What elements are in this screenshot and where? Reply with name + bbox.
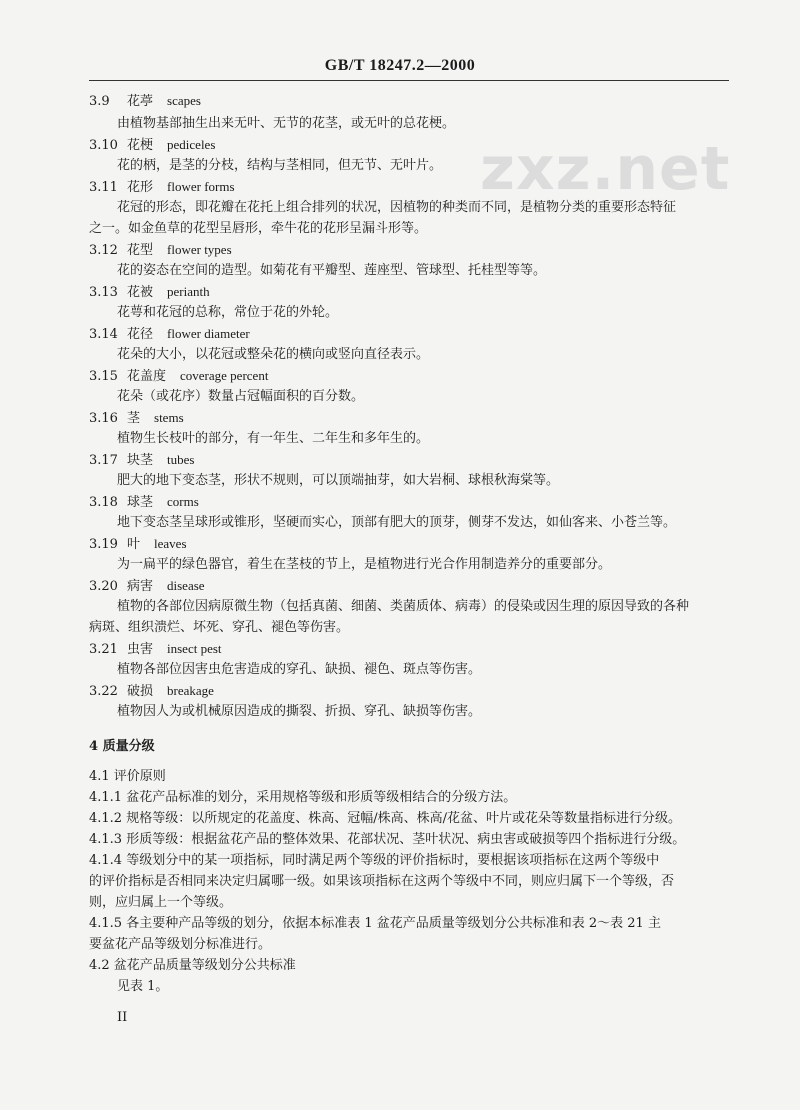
term-definition: 肥大的地下变态茎，形状不规则，可以顶端抽芽，如大岩桐、球根秋海棠等。	[117, 473, 560, 488]
term-definition: 花的柄，是茎的分枝，结构与茎相同，但无节、无叶片。	[117, 158, 443, 173]
clause-cont: 见表 1。	[117, 979, 169, 994]
term-heading: 3.18 球茎 corms	[89, 494, 199, 510]
clause-cont: 则，应归属上一个等级。	[89, 895, 233, 910]
term-heading: 3.19 叶 leaves	[89, 536, 187, 552]
term-heading: 3.13 花被 perianth	[89, 284, 210, 300]
term-definition: 植物生长枝叶的部分，有一年生、二年生和多年生的。	[117, 431, 430, 446]
term-definition: 植物的各部位因病原微生物（包括真菌、细菌、类菌质体、病毒）的侵染或因生理的原因导致的各种	[117, 599, 690, 614]
term-definition: 为一扁平的绿色器官，着生在茎枝的节上，是植物进行光合作用制造养分的重要部分。	[117, 557, 612, 572]
term-definition: 花朵的大小，以花冠或整朵花的横向或竖向直径表示。	[117, 347, 430, 362]
clause: 4.1.5 各主要种产品等级的划分，依据本标准表 1 盆花产品质量等级划分公共标准和表 2～表 21 主	[89, 916, 661, 931]
clause: 4.1.4 等级划分中的某一项指标，同时满足两个等级的评价指标时，要根据该项指标在这两个等级中	[89, 853, 660, 868]
term-definition: 花冠的形态，即花瓣在花托上组合排列的状况，因植物的种类而不同，是植物分类的重要形态特征	[117, 200, 677, 215]
term-heading: 3.22 破损 breakage	[89, 683, 214, 699]
clause-heading: 4.2 盆花产品质量等级划分公共标准	[89, 958, 296, 973]
clause-cont: 的评价指标是否相同来决定归属哪一级。如果该项指标在这两个等级中不同，则应归属下一个等级，否	[89, 874, 675, 889]
watermark: zxz.net	[480, 134, 731, 204]
clause: 4.1.1 盆花产品标准的划分，采用规格等级和形质等级相结合的分级方法。	[89, 790, 517, 805]
term-heading: 3.9 花葶 scapes	[89, 93, 201, 109]
term-definition: 地下变态茎呈球形或锥形，坚硬而实心，顶部有肥大的顶芽，侧芽不发达，如仙客来、小苍兰等。	[117, 515, 677, 530]
term-heading: 3.21 虫害 insect pest	[89, 641, 222, 657]
header-rule	[89, 80, 729, 81]
clause: 4.1.2 规格等级：以所规定的花盖度、株高、冠幅/株高、株高/花盆、叶片或花朵等数量指标进行分级。	[89, 811, 681, 826]
clause-heading: 4.1 评价原则	[89, 769, 166, 784]
term-heading: 3.11 花形 flower forms	[89, 179, 235, 195]
clause: 4.1.3 形质等级：根据盆花产品的整体效果、花部状况、茎叶状况、病虫害或破损等四个指标进行分级。	[89, 832, 686, 847]
page-number: II	[117, 1010, 128, 1025]
term-definition: 由植物基部抽生出来无叶、无节的花茎，或无叶的总花梗。	[117, 116, 456, 131]
term-definition: 花朵（或花序）数量占冠幅面积的百分数。	[117, 389, 365, 404]
section-title: 4 质量分级	[89, 739, 155, 754]
term-heading: 3.17 块茎 tubes	[89, 452, 195, 468]
term-definition: 植物各部位因害虫危害造成的穿孔、缺损、褪色、斑点等伤害。	[117, 662, 482, 677]
term-definition-cont: 病斑、组织溃烂、坏死、穿孔、褪色等伤害。	[89, 620, 350, 635]
clause-cont: 要盆花产品等级划分标准进行。	[89, 937, 272, 952]
term-heading: 3.14 花径 flower diameter	[89, 326, 250, 342]
term-definition-cont: 之一。如金鱼草的花型呈唇形，牵牛花的花形呈漏斗形等。	[89, 221, 428, 236]
term-heading: 3.12 花型 flower types	[89, 242, 232, 258]
term-definition: 花萼和花冠的总称，常位于花的外轮。	[117, 305, 339, 320]
term-heading: 3.15 花盖度 coverage percent	[89, 368, 269, 384]
page-header: GB/T 18247.2—2000	[324, 57, 476, 74]
term-definition: 植物因人为或机械原因造成的撕裂、折损、穿孔、缺损等伤害。	[117, 704, 482, 719]
term-heading: 3.16 茎 stems	[89, 410, 184, 426]
term-heading: 3.10 花梗 pediceles	[89, 137, 216, 153]
term-heading: 3.20 病害 disease	[89, 578, 205, 594]
term-definition: 花的姿态在空间的造型。如菊花有平瓣型、莲座型、管球型、托桂型等等。	[117, 263, 547, 278]
